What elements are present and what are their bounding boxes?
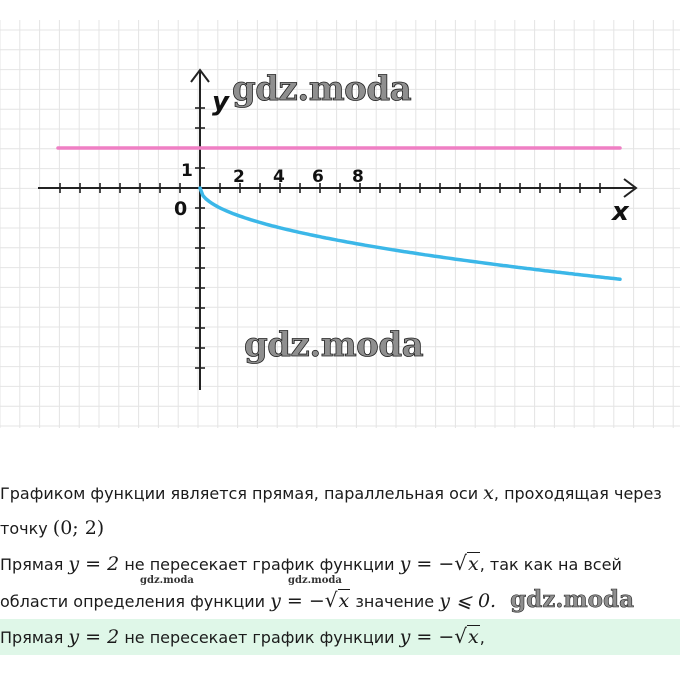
solution-text bbox=[0, 476, 680, 655]
origin-label: 0 bbox=[174, 198, 188, 220]
x-axis-label: x bbox=[612, 197, 629, 227]
curve-y-equals-minus-sqrt-x bbox=[200, 188, 620, 279]
text-line-4: области определения функции gdz.moda y = − gdz.moda √x значение y ⩽ 0. gdz.moda bbox=[0, 582, 680, 619]
text-line-2: точку (0; 2) bbox=[0, 517, 105, 539]
watermark-bottom: gdz.moda bbox=[244, 325, 424, 365]
sqrt-symbol: √x bbox=[324, 588, 350, 612]
watermark-small-1: gdz.moda bbox=[140, 575, 194, 586]
x-tick-label-4: 4 bbox=[273, 167, 285, 187]
y-tick-label-1: 1 bbox=[181, 161, 193, 181]
sqrt-symbol: √x bbox=[454, 551, 479, 575]
sqrt-symbol: √x bbox=[454, 624, 479, 648]
watermark-small-2: gdz.moda bbox=[288, 575, 342, 586]
y-axis-label: y bbox=[212, 87, 229, 117]
text-line-1: Графиком функции является прямая, параллельная оси x, проходящая через bbox=[0, 482, 662, 504]
watermark-inline: gdz.moda bbox=[510, 586, 634, 613]
watermark-top: gdz.moda bbox=[232, 69, 412, 109]
x-tick-label-8: 8 bbox=[352, 167, 364, 187]
text-line-3: Прямая y = 2 не пересекает график функции y = −√x, так как на всей bbox=[0, 546, 680, 582]
x-tick-label-6: 6 bbox=[312, 167, 324, 187]
x-tick-label-2: 2 bbox=[233, 167, 245, 187]
text-line-5-highlighted: Прямая y = 2 не пересекает график функции y = −√x, bbox=[0, 619, 680, 655]
